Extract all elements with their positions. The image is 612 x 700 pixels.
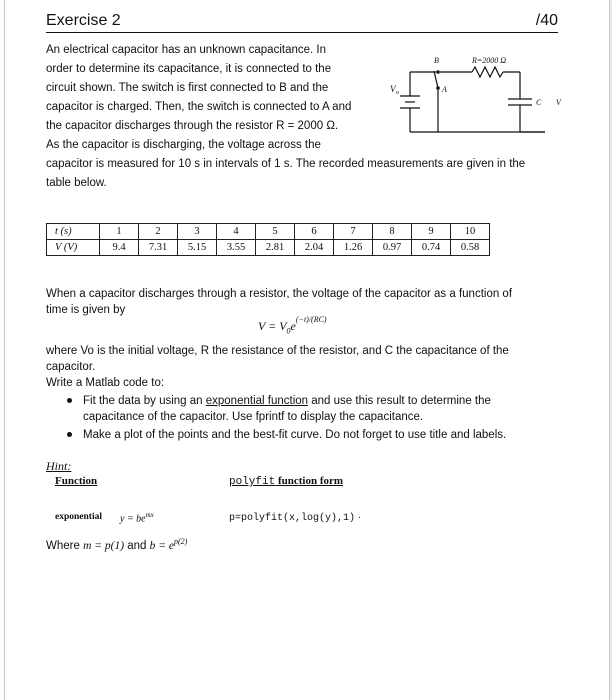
label-a: A (442, 85, 447, 94)
table-row (47, 224, 490, 240)
where-line-3: Write a Matlab code to: (46, 377, 165, 389)
label-b: B (434, 56, 439, 65)
voltage-cell: 0.58 (451, 240, 490, 256)
voltage-cell: 5.15 (178, 240, 217, 256)
intro-line-8: table below. (46, 177, 107, 189)
bullet-1-pre: Fit the data by using an (83, 395, 206, 407)
intro-line-1: An electrical capacitor has an unknown capacitance. In (46, 44, 326, 56)
voltage-label: V (V) (47, 240, 100, 256)
voltage-cell: 3.55 (217, 240, 256, 256)
label-vo: V (390, 84, 396, 94)
hint-eq-base: y = be (120, 513, 146, 525)
time-cell: 6 (295, 224, 334, 240)
hint-row-equation (120, 511, 154, 524)
time-cell: 4 (217, 224, 256, 240)
voltage-formula (258, 315, 327, 336)
resistor-symbol (472, 67, 503, 77)
voltage-cell: 9.4 (100, 240, 139, 256)
hint-code: p=polyfit(x,log(y),1) (229, 513, 356, 524)
intro-line-4: capacitor is charged. Then, the switch is connected to A and (46, 101, 352, 113)
intro-line-7: capacitor is measured for 10 s in intervals of 1 s. The recorded measurements are given in the (46, 158, 526, 170)
measurement-table (46, 223, 490, 256)
intro-line-6: As the capacitor is discharging, the voltage across the (46, 139, 321, 151)
time-label: t (s) (47, 224, 100, 240)
voltage-cell: 2.81 (256, 240, 295, 256)
intro-line-5: the capacitor discharges through the resistor R = 2000 Ω. (46, 120, 339, 132)
bullet-2-text: Make a plot of the points and the best-fit curve. Do not forget to use title and labels. (83, 429, 507, 441)
formula-exp: (−t)/(RC) (295, 315, 327, 324)
hint-eq-exp: mx (145, 511, 154, 519)
hint-title: Hint: (46, 459, 72, 473)
hint-col-form-rest: function form (275, 475, 344, 487)
formula-lhs: V = V (258, 319, 287, 333)
time-cell: 1 (100, 224, 139, 240)
where-line-2: capacitor. (46, 361, 96, 373)
hint-col-form (229, 475, 343, 488)
voltage-cell: 0.97 (373, 240, 412, 256)
label-c: C (536, 98, 542, 107)
time-cell: 9 (412, 224, 451, 240)
label-vo-sub: o (396, 90, 399, 96)
voltage-cell: 2.04 (295, 240, 334, 256)
bullet-1-text (83, 394, 491, 409)
hint-code-tail: · (355, 512, 362, 523)
intro-line-3: circuit shown. The switch is first connected to B and the (46, 82, 329, 94)
hint-where-b-exp: p(2) (174, 537, 188, 546)
intro-line-2: order to determine its capacitance, it is connected to the (46, 63, 332, 75)
time-cell: 10 (451, 224, 490, 240)
where-line-1: where Vo is the initial voltage, R the resistance of the resistor, and C the capacitance of the (46, 345, 509, 357)
time-cell: 5 (256, 224, 295, 240)
discharge-line-2: time is given by (46, 304, 126, 316)
voltage-cell: 7.31 (139, 240, 178, 256)
exponential-function-link: exponential function (205, 395, 309, 407)
time-cell: 2 (139, 224, 178, 240)
exercise-header (46, 10, 558, 33)
hint-where-line (46, 537, 187, 552)
formula-base: e (290, 319, 296, 333)
bullet-1-post: and use this result to determine the (308, 395, 491, 407)
time-cell: 8 (373, 224, 412, 240)
hint-where-pre: Where (46, 539, 84, 552)
circuit-diagram (380, 54, 580, 144)
label-resistor: R=2000 Ω (472, 56, 507, 65)
table-row (47, 240, 490, 256)
voltage-cell: 0.74 (412, 240, 451, 256)
bullet-1-line-2: capacitance of the capacitor. Use fprintf to display the capacitance. (83, 411, 424, 423)
hint-where-and: and (124, 539, 150, 552)
formula-sub: 0 (286, 326, 291, 336)
bullet-dot (67, 432, 72, 437)
bullet-dot (67, 398, 72, 403)
voltage-cell: 1.26 (334, 240, 373, 256)
label-v: V (556, 98, 561, 107)
hint-col-form-mono: polyfit (229, 476, 276, 488)
hint-row-label: exponential (55, 512, 102, 522)
hint-where-b: b = e (149, 539, 175, 552)
time-cell: 3 (178, 224, 217, 240)
hint-where-m: m = p(1) (83, 539, 125, 552)
discharge-line-1: When a capacitor discharges through a resistor, the voltage of the capacitor as a function of (46, 288, 513, 300)
time-cell: 7 (334, 224, 373, 240)
exercise-score: /40 (535, 12, 558, 29)
hint-row-code (229, 512, 361, 524)
hint-col-function: Function (55, 475, 98, 487)
exercise-title: Exercise 2 (46, 12, 121, 29)
